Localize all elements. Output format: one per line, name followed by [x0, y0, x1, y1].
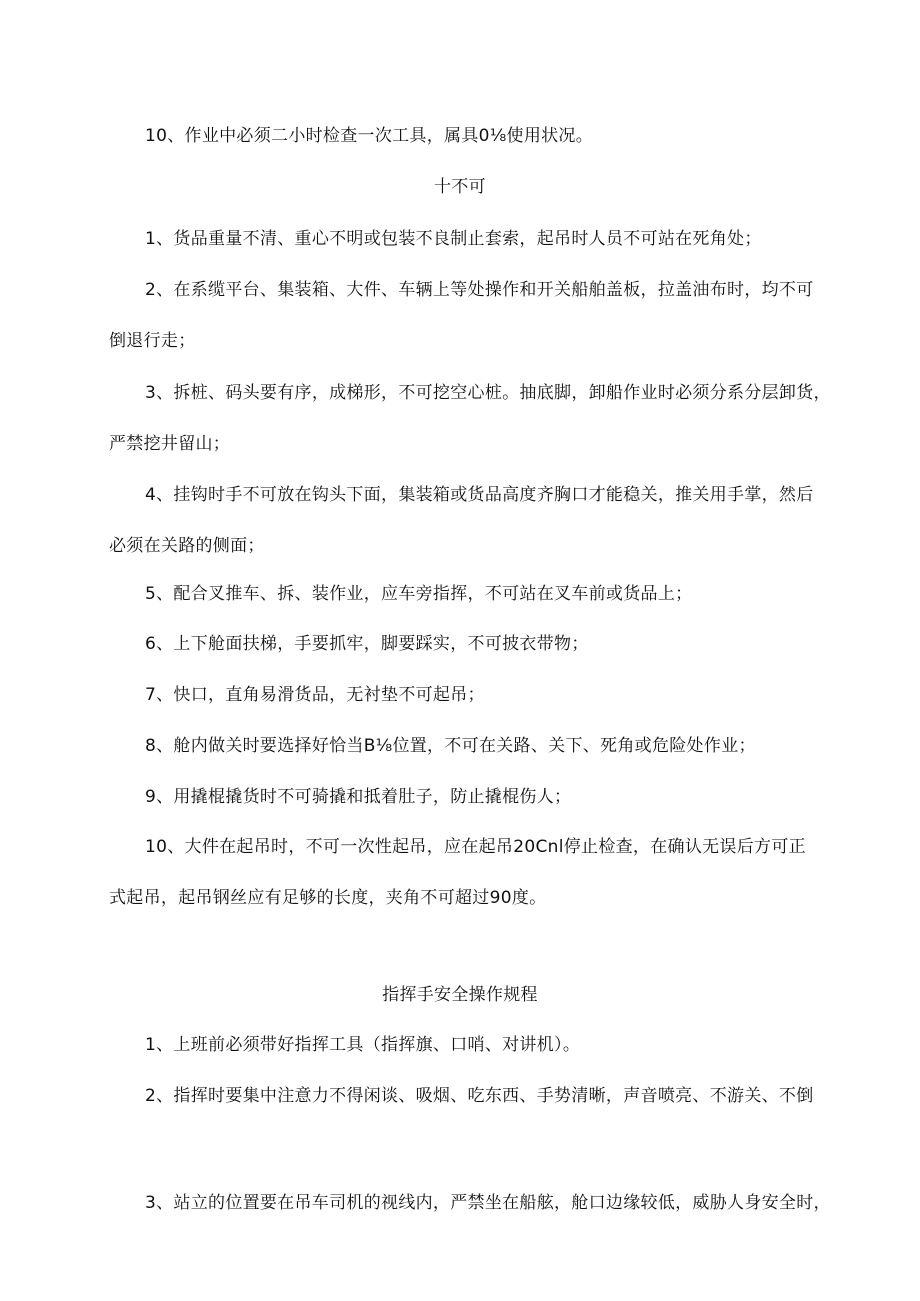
signalman-rule-3: 3、站立的位置要在吊车司机的视线内，严禁坐在船舷，舱口边缘较低，威胁人身安全时， — [145, 1193, 831, 1213]
prohibition-9: 9、用撬棍撬货时不可骑撬和抵着肚子，防止撬棍伤人； — [145, 787, 572, 807]
prohibition-3-cont: 严禁挖井留山； — [109, 434, 231, 454]
prohibition-4: 4、挂钩时手不可放在钩头下面，集装箱或货品高度齐胸口才能稳关，推关用手掌，然后 — [145, 485, 814, 505]
prohibition-6: 6、上下舱面扶梯，手要抓牢，脚要踩实，不可披衣带物； — [145, 634, 589, 654]
section-title-signalman-rules: 指挥手安全操作规程 — [382, 985, 538, 1005]
section-title-ten-prohibitions: 十不可 — [434, 177, 486, 197]
prohibition-3: 3、拆桩、码头要有序，成梯形，不可挖空心桩。抽底脚，卸船作业时必须分系分层卸货， — [145, 383, 831, 403]
signalman-rule-2: 2、指挥时要集中注意力不得闲谈、吸烟、吃东西、手势清晰，声音喷亮、不游关、不倒 — [145, 1086, 814, 1106]
prohibition-5: 5、配合叉推车、拆、装作业，应车旁指挥，不可站在叉车前或货品上； — [145, 584, 693, 604]
signalman-rule-1: 1、上班前必须带好指挥工具（指挥旗、口哨、对讲机）。 — [145, 1035, 581, 1055]
prohibition-7: 7、快口，直角易滑货品，无衬垫不可起吊； — [145, 685, 485, 705]
prohibition-8: 8、舱内做关时要选择好恰当B⅛位置，不可在关路、关下、死角或危险处作业； — [145, 736, 756, 756]
prohibition-4-cont: 必须在关路的侧面； — [109, 536, 265, 556]
prohibition-10-cont: 式起吊，起吊钢丝应有足够的长度，夹角不可超过90度。 — [109, 888, 547, 908]
intro-item-10: 10、作业中必须二小时检查一次工具，属具0⅛使用状况。 — [145, 126, 594, 146]
prohibition-2: 2、在系缆平台、集装箱、大件、车辆上等处操作和开关船舶盖板，拉盖油布时，均不可 — [145, 280, 814, 300]
prohibition-1: 1、货品重量不清、重心不明或包装不良制止套索，起吊时人员不可站在死角处； — [145, 229, 762, 249]
prohibition-10: 10、大件在起吊时，不可一次性起吊，应在起吊20Cnl停止检查，在确认无误后方可正 — [145, 837, 806, 857]
prohibition-2-cont: 倒退行走； — [109, 331, 196, 351]
